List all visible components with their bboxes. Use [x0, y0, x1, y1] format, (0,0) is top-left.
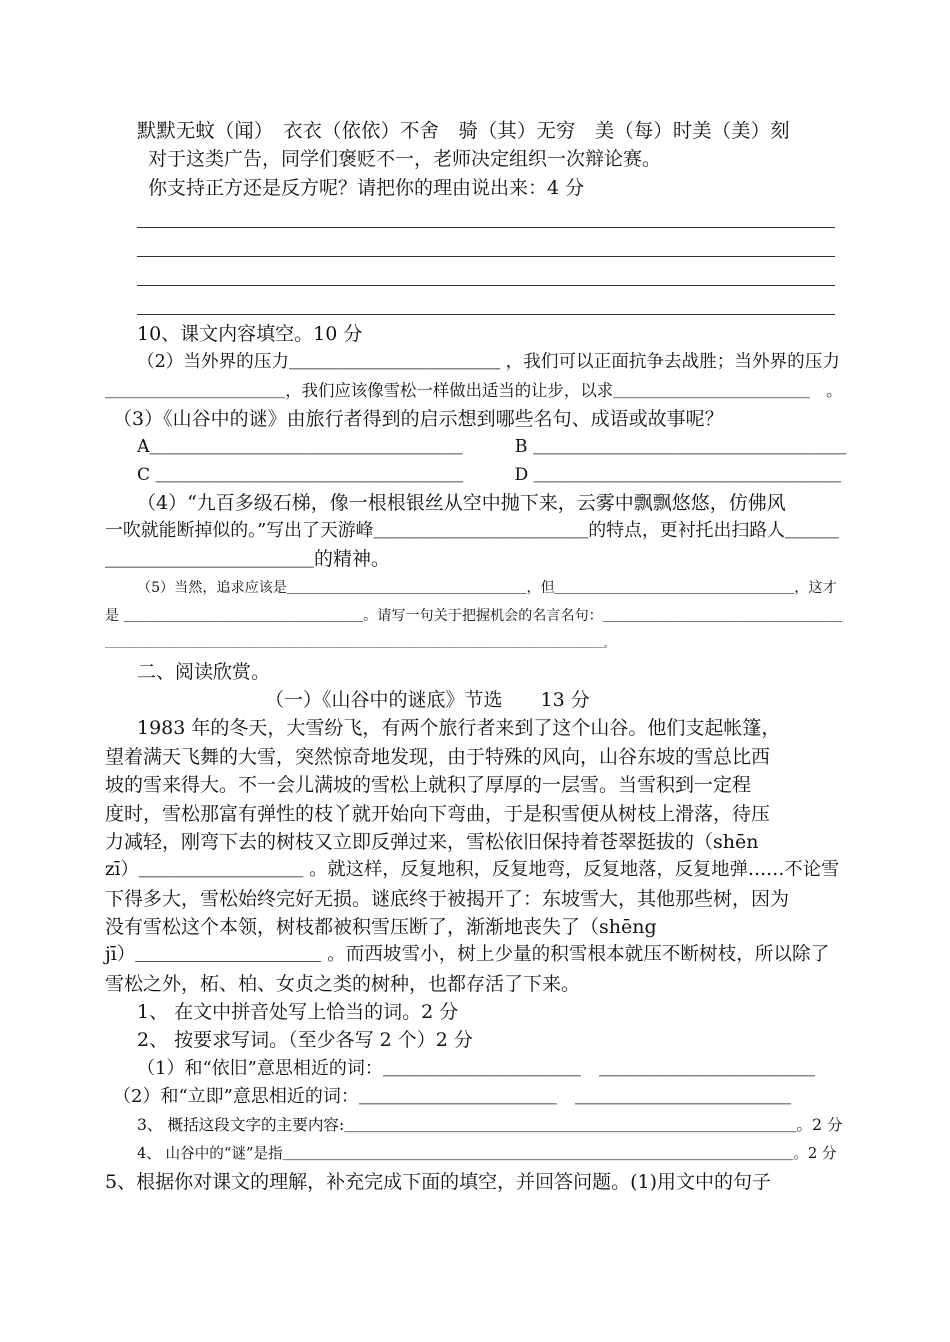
passage-line-6: zī）＿＿＿＿＿＿＿＿＿ 。就这样，反复地积，反复地弯，反复地落，反复地弹……不论雪	[105, 859, 840, 880]
idiom-correction-line: 默默无蚊（闻） 衣衣（依依）不舍 骑（其）无穷 美（每）时美（美）刻	[137, 119, 790, 142]
reading-question-1: 1、 在文中拼音处写上恰当的词。2 分	[137, 1001, 459, 1023]
question-10-3-ab: A＿＿＿＿＿＿＿＿＿＿＿＿＿＿＿＿＿＿ B ＿＿＿＿＿＿＿＿＿＿＿＿＿＿＿＿＿＿	[137, 437, 847, 457]
passage-line-3: 坡的雪来得大。不一会儿满坡的雪松上就积了厚厚的一层雪。当雪积到一定程	[105, 774, 752, 796]
reading-question-2: 2、 按要求写词。（至少各写 2 个）2 分	[137, 1029, 473, 1051]
passage-line-4: 度时，雪松那富有弹性的枝丫就开始向下弯曲，于是积雪便从树枝上滑落，待压	[105, 803, 771, 825]
question-10-2-line-a: （2）当外界的压力＿＿＿＿＿＿＿＿＿＿＿＿ ，我们可以正面抗争去战胜；当外界的压力	[137, 352, 840, 372]
section-2-heading: 二、阅读欣赏。	[137, 661, 271, 683]
question-10-4-line-b: 一吹就能断掉似的。”写出了天游峰＿＿＿＿＿＿＿＿＿＿＿＿的特点，更衬托出扫路人＿＿＿	[105, 520, 839, 541]
passage-line-10: 雪松之外，柘、柏、女贞之类的树种，也都存活了下来。	[105, 973, 581, 995]
question-10-5-line-c: ＿＿＿＿＿＿＿＿＿＿＿＿＿＿＿＿＿＿＿＿＿＿＿＿＿＿＿＿＿＿＿＿＿＿＿＿＿＿＿＿＿＿＿＿＿＿＿＿。	[105, 638, 615, 650]
debate-question-line: 你支持正方还是反方呢？请把你的理由说出来：4 分	[148, 177, 585, 199]
reading-question-3: 3、 概括这段文字的主要内容:＿＿＿＿＿＿＿＿＿＿＿＿＿＿＿＿＿＿＿＿＿＿＿＿＿＿＿＿＿。2 分	[137, 1116, 843, 1134]
reading-question-2-1: （1）和“依旧”意思相近的词：＿＿＿＿＿＿＿＿＿＿＿ ＿＿＿＿＿＿＿＿＿＿＿＿	[137, 1058, 815, 1079]
question-10-2-line-b: ＿＿＿＿＿＿＿＿＿＿＿，我们应该像雪松一样做出适当的让步，以求＿＿＿＿＿＿＿＿＿＿＿＿ 。	[105, 381, 843, 400]
reading-question-5: 5、根据你对课文的理解，补充完成下面的填空，并回答问题。(1)用文中的句子	[105, 1171, 772, 1193]
question-10-5-line-a: （5）当然，追求应该是＿＿＿＿＿＿＿＿＿＿＿＿＿＿＿＿＿，但＿＿＿＿＿＿＿＿＿＿＿＿＿＿＿＿＿，这才	[137, 580, 837, 596]
question-10-title: 10、课文内容填空。10 分	[137, 323, 363, 345]
question-10-4-line-a: （4）“九百多级石梯，像一根根银丝从空中抛下来，云雾中飘飘悠悠，仿佛风	[137, 492, 786, 514]
passage-line-5: 力减轻，刚弯下去的树枝又立即反弹过来，雪松依旧保持着苍翠挺拔的（shēn	[105, 831, 759, 853]
reading-question-4: 4、 山谷中的“谜”是指＿＿＿＿＿＿＿＿＿＿＿＿＿＿＿＿＿＿＿＿＿＿＿＿＿＿＿＿＿＿＿＿＿＿＿。2 分	[137, 1145, 837, 1162]
debate-intro-line: 对于这类广告，同学们褒贬不一，老师决定组织一次辩论赛。	[148, 148, 662, 170]
passage-line-2: 望着满天飞舞的大雪，突然惊奇地发现，由于特殊的风向，山谷东坡的雪总比西	[105, 746, 771, 768]
answer-rule-4[interactable]	[137, 314, 835, 315]
reading-question-2-2: （2）和“立即”意思相近的词：＿＿＿＿＿＿＿＿＿＿＿ ＿＿＿＿＿＿＿＿＿＿＿＿	[113, 1086, 791, 1107]
passage-line-9: jī）＿＿＿＿＿＿＿＿＿＿ 。而西坡雪小，树上少量的积雪根本就压不断树枝，所以除了	[105, 944, 830, 965]
answer-rule-1[interactable]	[137, 227, 835, 228]
question-10-3: （3）《山谷中的谜》由旅行者得到的启示想到哪些名句、成语或故事呢？	[113, 408, 724, 430]
passage-line-7: 下得多大，雪松始终完好无损。谜底终于被揭开了：东坡雪大，其他那些树，因为	[105, 888, 790, 910]
passage-line-8: 没有雪松这个本领，树枝都被积雪压断了，渐渐地丧失了（shēng	[105, 916, 657, 938]
question-10-4-line-c: ＿＿＿＿＿＿＿＿＿＿＿的精神。	[105, 548, 391, 570]
question-10-5-line-b: 是 ＿＿＿＿＿＿＿＿＿＿＿＿＿＿＿＿＿。请写一句关于把握机会的名言名句：＿＿＿＿＿＿＿＿＿＿＿＿＿＿＿＿＿	[105, 608, 843, 624]
answer-rule-3[interactable]	[137, 285, 835, 286]
passage-line-1: 1983 年的冬天，大雪纷飞，有两个旅行者来到了这个山谷。他们支起帐篷，	[137, 717, 781, 739]
question-10-3-cd: C ＿＿＿＿＿＿＿＿＿＿＿＿＿＿＿＿＿＿ D ＿＿＿＿＿＿＿＿＿＿＿＿＿＿＿＿＿＿	[137, 465, 842, 485]
answer-rule-2[interactable]	[137, 256, 835, 257]
passage-title: （一）《山谷中的谜底》节选 13 分	[265, 689, 590, 711]
